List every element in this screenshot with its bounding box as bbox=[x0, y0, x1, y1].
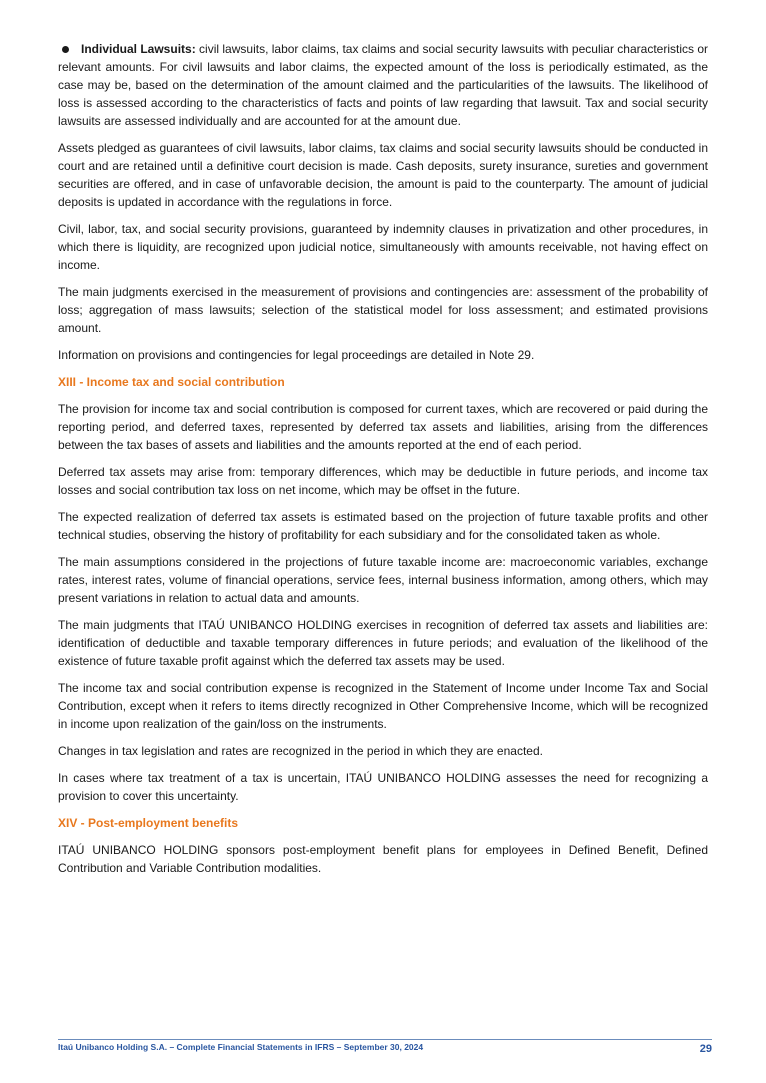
paragraph: The main assumptions considered in the projections of future taxable income are: macroeconomic variables, exchange rates, interest rates, volume of financial operations, service fees, internal business information, among others, which may present variations in relation to actual data and amounts. bbox=[58, 555, 708, 605]
individual-lawsuits-text: civil lawsuits, labor claims, tax claims and social security lawsuits with peculiar characteristics or relevant amounts. For civil lawsuits and labor claims, the expected amount of the loss is periodically estimated, as the case may be, based on the determination of the amount claimed and the particularities of the lawsuits. The likelihood of loss is assessed according to the characteristics of facts and points of law regarding that lawsuit. Tax and social security lawsuits are assessed individually and are accounted for at the amount due. bbox=[58, 42, 708, 128]
paragraph: The main judgments exercised in the measurement of provisions and contingencies are: assessment of the probability of loss; aggregation of mass lawsuits; selection of the statistical model for loss assessment; and estimated provisions amount. bbox=[58, 285, 708, 335]
paragraph: In cases where tax treatment of a tax is uncertain, ITAÚ UNIBANCO HOLDING assesses the need for recognizing a provision to cover this uncertainty. bbox=[58, 771, 708, 803]
paragraph: Changes in tax legislation and rates are recognized in the period in which they are enacted. bbox=[58, 744, 543, 758]
document-body bbox=[58, 40, 708, 886]
page-footer bbox=[58, 1039, 712, 1055]
footer-text: Itaú Unibanco Holding S.A. – Complete Financial Statements in IFRS – September 30, 2024 bbox=[58, 1042, 424, 1052]
paragraph: The provision for income tax and social contribution is composed for current taxes, which are recovered or paid during the reporting period, and deferred taxes, represented by deferred tax assets and liabilities, arising from the differences between the tax bases of assets and liabilities and the amounts reported at the end of each period. bbox=[58, 402, 708, 452]
paragraph: Information on provisions and contingencies for legal proceedings are detailed in Note 29. bbox=[58, 348, 535, 362]
individual-lawsuits-paragraph bbox=[58, 40, 708, 130]
paragraph: Deferred tax assets may arise from: temporary differences, which may be deductible in future periods, and income tax losses and social contribution tax loss on net income, which may be offset in the future. bbox=[58, 465, 708, 497]
paragraph: The main judgments that ITAÚ UNIBANCO HOLDING exercises in recognition of deferred tax assets and liabilities are: identification of deductible and taxable temporary differences in future periods; and evaluation of the likelihood of the existence of future taxable profit against which the deferred tax assets may be used. bbox=[58, 618, 708, 668]
page-number: 29 bbox=[699, 1043, 712, 1055]
paragraph: Civil, labor, tax, and social security provisions, guaranteed by indemnity clauses in privatization and other procedures, in which there is liquidity, are recognized upon judicial notice, simultaneously with amounts receivable, not having effect on income. bbox=[58, 222, 708, 272]
paragraph: Assets pledged as guarantees of civil lawsuits, labor claims, tax claims and social security lawsuits should be conducted in court and are retained until a definitive court decision is made. Cash deposits, surety insurance, sureties and government securities are offered, and in case of unfavorable decision, the amount is paid to the counterparty. The amount of judicial deposits is updated in accordance with the regulations in force. bbox=[58, 141, 708, 209]
bullet-icon bbox=[62, 46, 69, 53]
paragraph: The expected realization of deferred tax assets is estimated based on the projection of future taxable profits and other technical studies, observing the history of profitability for each subsidiary and for the consolidated taken as whole. bbox=[58, 510, 708, 542]
paragraph: ITAÚ UNIBANCO HOLDING sponsors post-employment benefit plans for employees in Defined Benefit, Defined Contribution and Variable Contribution modalities. bbox=[58, 843, 708, 875]
individual-lawsuits-label: Individual Lawsuits: bbox=[81, 42, 196, 56]
paragraph: The income tax and social contribution expense is recognized in the Statement of Income under Income Tax and Social Contribution, except when it refers to items directly recognized in Other Comprehensive Income, which will be recognized in income upon realization of the gain/loss on the instruments. bbox=[58, 681, 708, 731]
section-heading-post-employment: XIV - Post-employment benefits bbox=[58, 816, 239, 830]
section-heading-income-tax: XIII - Income tax and social contribution bbox=[58, 375, 285, 389]
